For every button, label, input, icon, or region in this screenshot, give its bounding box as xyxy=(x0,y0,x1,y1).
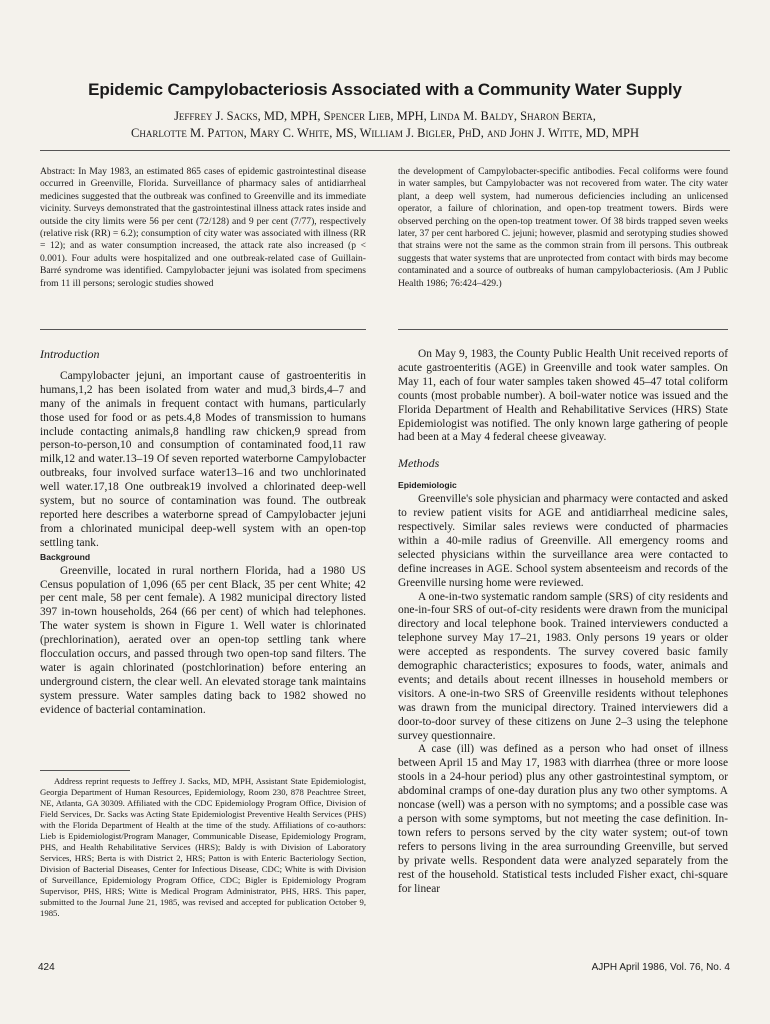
article-title: Epidemic Campylobacteriosis Associated with a Community Water Supply xyxy=(88,80,682,99)
abstract-text-right: the development of Campylobacter-specific antibodies. Fecal coliforms were found in water samples, but Campylobacter was not recovered from water. The city water plant, a deep well system, had numerous deficiencies including an unlicensed operator, a failure of chlorination, and open-top treatment towers. Birds were observed perching on the open-top treatment tower. Of 38 birds trapped seven weeks later, 37 per cent harbored C. jejuni; however, plasmid and serotyping studies showed that strains were not the same as the common strain from ill persons. This outbreak suggests that water systems that are unprotected from contact with birds may become contaminated and a source of outbreaks of human campylobacteriosis. (Am J Public Health 1986; 76:424–429.) xyxy=(398,166,728,289)
author-line-1: Jeffrey J. Sacks, MD, MPH, Spencer Lieb, MPH, Linda M. Baldy, Sharon Berta, xyxy=(174,109,596,123)
introduction-paragraph: Campylobacter jejuni, an important cause of gastroenteritis in humans,1,2 has been isolated from water and mud,3 birds,4–7 and many of the animals in frequent contact with humans, particularly those used for food or as pets.4,8 Modes of transmission to humans include contacting animals,8 handling raw chicken,9 spread from person-to-person,10 and consumption of contaminated food,11 raw milk,12 and water.13–19 Of seven reported waterborne Campylobacter outbreaks, four involved surface water13–16 and two unchlorinated well water.17,18 One outbreak19 involved a chlorinated deep-well system, but no source of contamination was found. The outbreak reported here describes a waterborne spread of Campylobacter jejuni from a chlorinated municipal deep-well system with an open-top settling tank. xyxy=(40,369,366,549)
epidemiologic-heading: Epidemiologic xyxy=(398,480,457,491)
author-list xyxy=(38,108,732,142)
footnote xyxy=(40,776,366,919)
abstract-text-left: Abstract: In May 1983, an estimated 865 cases of epidemic gastrointestinal disease occurred in Greenville, Florida. Surveillance of pharmacy sales of antidiarrheal medicines suggested that the outbreak was confined to Greenville and its immediate vicinity. Surveys demonstrated that the gastrointestinal illness attack rates inside and outside the city limits were 56 per cent (72/128) and 9 per cent (7/77), respectively (relative risk (RR) = 6.2); consumption of city water was associated with illness (RR = 12); and as water consumption increased, the attack rate also increased (p < 0.001). Four adults were hospitalized and one outbreak-related case of Guillain-Barré syndrome was identified. Campylobacter jejuni was isolated from specimens from 11 ill persons; serologic studies showed xyxy=(40,166,366,289)
header-rule xyxy=(40,150,730,151)
introduction-heading: Introduction xyxy=(40,347,100,361)
abstract-left xyxy=(40,166,366,290)
epidemiologic-paragraph-2: A one-in-two systematic random sample (SRS) of city residents and one-in-four SRS of out-of-city residents were drawn from the municipal directory and local telephone book. Trained interviewers conducted a telephone survey May 17–21, 1983. Only persons 19 years or older were accepted as respondents. The survey covered basic family demographic characteristics; exposures to foods, water, animals and events; and details about recent illnesses in household members or visitors. A one-in-two SRS of Greenville residents without telephones was drawn from the municipal directory. Trained interviewers did a door-to-door survey of these citizens on June 2–3 using the telephone survey questionnaire. xyxy=(398,590,728,742)
footnote-rule xyxy=(40,770,130,771)
background-heading: Background xyxy=(40,551,91,562)
methods-heading: Methods xyxy=(398,456,440,471)
abstract-rule-left xyxy=(40,329,366,330)
background-paragraph: Greenville, located in rural northern Florida, had a 1980 US Census population of 1,096 (65 per cent Black, 35 per cent White; 42 per cent male, 58 per cent female). A 1982 municipal directory listed 397 in-town households, 264 (66 per cent) of which had telephones. The water system is shown in Figure 1. Well water is chlorinated (prechlorination), aerated over an open-top settling tank where flocculation occurs, and passed through two open-top sand filters. The water is again chlorinated (postchlorination) before entering an underground cistern, the clear well. An elevated storage tank maintains system pressure. Water samples dating back to 1982 showed no evidence of bacterial contamination. xyxy=(40,564,366,716)
journal-citation: AJPH April 1986, Vol. 76, No. 4 xyxy=(591,962,730,973)
footnote-text: Address reprint requests to Jeffrey J. Sacks, MD, MPH, Assistant State Epidemiologist, Georgia Department of Human Resources, Epidemiology, Room 230, 878 Peachtree Street, NE, Atlanta, GA 30309. Affiliated with the CDC Epidemiology Program Office, Division of Field Services, Dr. Sacks was Acting State Epidemiologist Preventive Health Services (PHS) with the Florida Department of Health at the time of the study. Affiliations of co-authors: Lieb is Epidemiologist/Program Manager, Communicable Disease, Epidemiology Program, PHS, and Health Rehabilitative Services (HRS); Baldy is with Division of Laboratory Services, HRS; Berta is with District 2, HRS; Patton is with Enteric Bacteriology Section, Division of Bacterial Diseases, Center for Infectious Disease, CDC; White is with Division of Surveillance, Epidemiology Program Office, CDC; Bigler is Epidemiology Program Supervisor, PHS, HRS; Witte is Medical Program Administrator, PHS, HRS. This paper, submitted to the Journal June 21, 1985, was revised and accepted for publication October 9, 1985. xyxy=(40,776,366,918)
right-paragraph-1: On May 9, 1983, the County Public Health Unit received reports of acute gastroenteritis (AGE) in Greenville and took water samples. On May 11, each of four water samples taken showed 45–47 total coliform counts (most probable number). A boil-water notice was issued and the Florida Department of Health and Rehabilitative Services (HRS) State Epidemiologist was notified. The only known large gathering of people had been at a May 4 federal cheese giveaway. xyxy=(398,348,728,444)
author-line-2: Charlotte M. Patton, Mary C. White, MS, William J. Bigler, PhD, and John J. Witte, MD, MPH xyxy=(131,126,639,140)
abstract-right xyxy=(398,166,728,290)
left-column xyxy=(40,348,366,718)
page-number: 424 xyxy=(38,962,55,973)
epidemiologic-paragraph-1: Greenville's sole physician and pharmacy were contacted and asked to review patient visits for AGE and antidiarrheal medicine sales, respectively. Similar sales reviews were conducted of pharmacies within a 40-mile radius of Greenville. All emergency rooms and selected physicians within the surveillance area were contacted to define increases in AGE. School system absenteeism and records of the Greenville nursing home were reviewed. xyxy=(398,493,728,589)
abstract-rule-right xyxy=(398,329,728,330)
epidemiologic-paragraph-3: A case (ill) was defined as a person who had onset of illness between April 15 and May 17, 1983 with diarrhea (three or more loose stools in a 24-hour period) plus any other gastrointestinal symptom, or abdominal cramps of one-day duration plus any two other symptoms. A noncase (well) was a person with no symptoms; and a possible case was a person with some symptoms, but not meeting the case definition. In-town refers to persons served by the city water system; out-of town refers to persons living in the area surrounding Greenville, but served by private wells. Respondent data were analyzed separately from the rest of the household. Statistical tests included Fisher exact, chi-square for linear xyxy=(398,743,728,895)
right-column xyxy=(398,348,728,896)
